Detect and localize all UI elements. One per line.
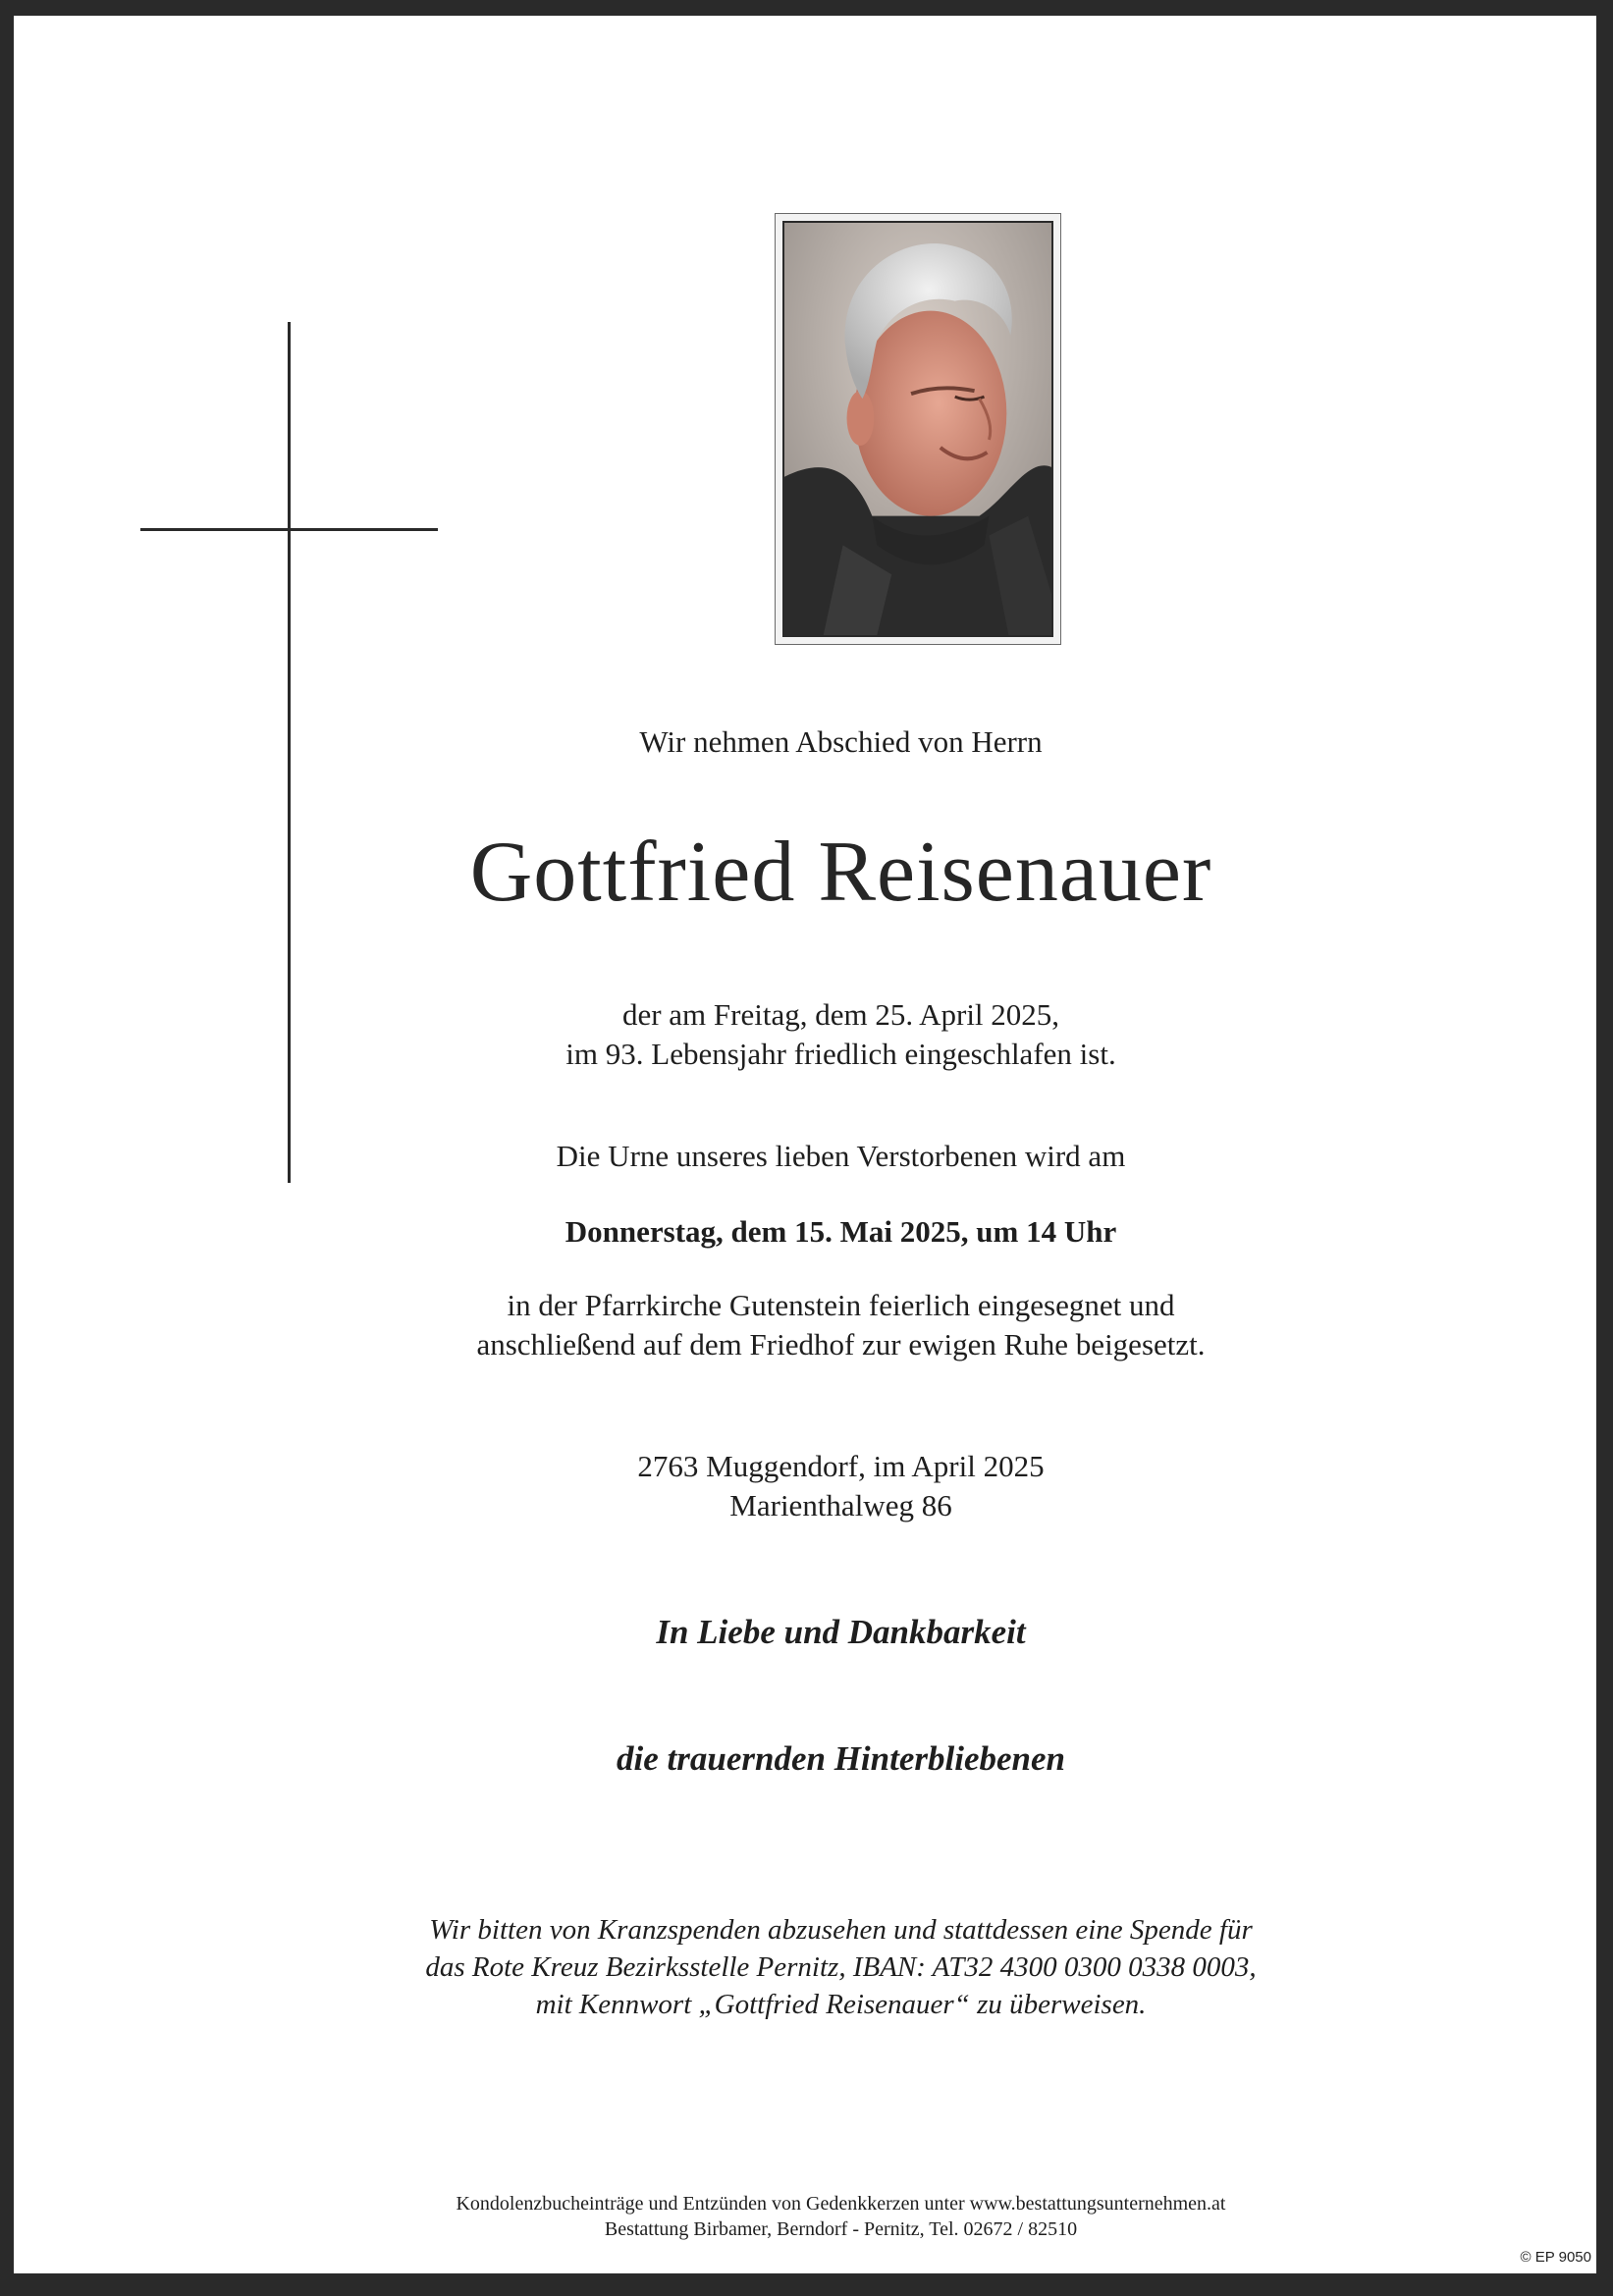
footer-info: Kondolenzbucheinträge und Entzünden von Gedenkkerzen unter www.bestattungsunternehmen.at Bestattung Birbamer, Berndorf - Pernitz, Tel. 02672 / 82510 <box>456 2193 1226 2240</box>
mourners-line: die trauernden Hinterbliebenen <box>617 1739 1065 1778</box>
intro-line: Wir nehmen Abschied von Herrn <box>639 724 1043 759</box>
ceremony-date: Donnerstag, dem 15. Mai 2025, um 14 Uhr <box>565 1214 1117 1249</box>
portrait-illustration <box>784 223 1051 635</box>
copyright-mark: © EP 9050 <box>1520 2249 1591 2266</box>
death-statement: der am Freitag, dem 25. April 2025, im 93. Lebensjahr friedlich eingeschlafen ist. <box>565 997 1116 1071</box>
place-and-address: 2763 Muggendorf, im April 2025 Marienthalweg 86 <box>637 1449 1045 1522</box>
church-statement: in der Pfarrkirche Gutenstein feierlich eingesegnet und anschließend auf dem Friedhof zur ewigen Ruhe beigesetzt. <box>476 1288 1206 1362</box>
portrait-image <box>782 221 1053 637</box>
urn-statement: Die Urne unseres lieben Verstorbenen wird am <box>556 1139 1126 1173</box>
deceased-name: Gottfried Reisenauer <box>469 825 1212 920</box>
portrait-photo <box>775 213 1061 645</box>
closing-line: In Liebe und Dankbarkeit <box>656 1613 1026 1651</box>
cross-icon-bar <box>140 528 438 531</box>
donation-request: Wir bitten von Kranzspenden abzusehen und stattdessen eine Spende für das Rote Kreuz Bezirksstelle Pernitz, IBAN: AT32 4300 0300 0338 0003, mit Kennwort „Gottfried Reisenauer“ zu überweisen. <box>425 1914 1257 2020</box>
